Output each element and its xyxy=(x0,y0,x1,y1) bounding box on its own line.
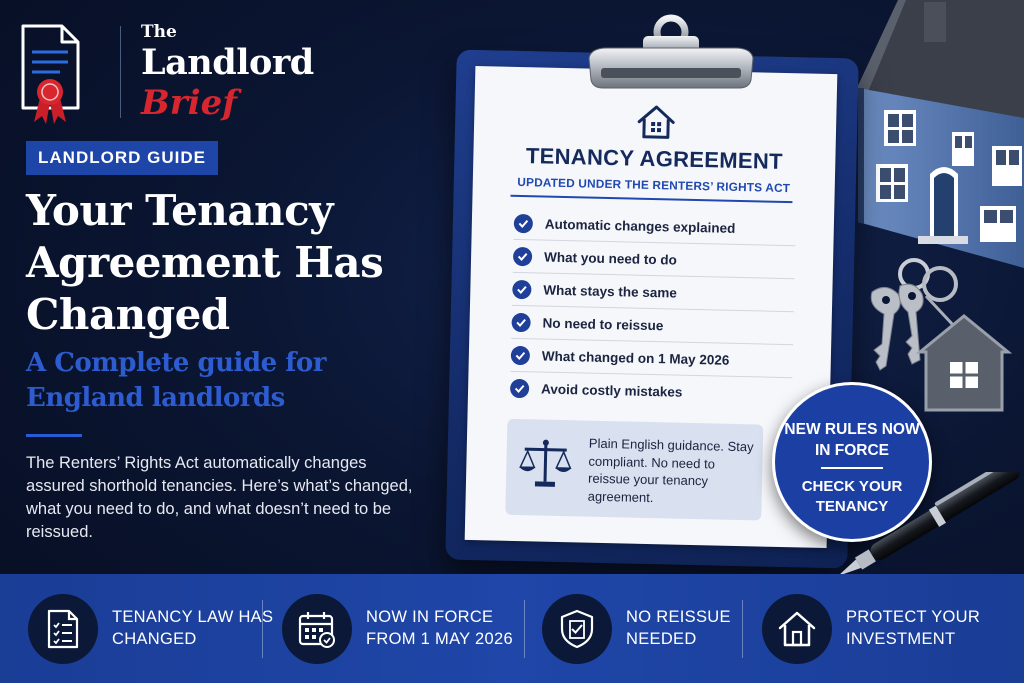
house-model-image xyxy=(846,0,1024,268)
accent-divider xyxy=(26,434,82,437)
body-text: The Renters’ Rights Act automatically changes assured shorthold tenancies. Here’s what’s changed, what you need to do, and what doesn’t need to be reissued. xyxy=(26,454,413,541)
check-circle-icon xyxy=(510,379,529,398)
feature-label: TENANCY LAW HAS CHANGED xyxy=(112,608,274,648)
checklist-item xyxy=(510,372,793,411)
brand-the: The xyxy=(141,22,177,42)
feature-divider xyxy=(262,600,263,658)
document-subtitle: UPDATED UNDER THE RENTERS’ RIGHTS ACT xyxy=(517,174,791,196)
checklist-item-label: No need to reissue xyxy=(542,315,664,333)
guide-badge: LANDLORD GUIDE xyxy=(26,141,218,175)
feature-divider xyxy=(742,600,743,658)
checklist xyxy=(510,207,796,411)
pen-image xyxy=(828,472,1024,586)
check-circle-icon xyxy=(514,213,533,232)
house-icon xyxy=(762,594,832,664)
document-title: TENANCY AGREEMENT xyxy=(525,143,784,174)
brand-divider xyxy=(120,26,121,118)
calendar-check-icon xyxy=(282,594,352,664)
feature-label: NOW IN FORCE FROM 1 MAY 2026 xyxy=(366,608,513,648)
check-circle-icon xyxy=(512,279,531,298)
feature-label: PROTECT YOUR INVESTMENT xyxy=(846,608,981,648)
guidance-note-text: Plain English guidance. Stay compliant. No need to reissue your tenancy agreement. xyxy=(587,435,754,505)
certificate-document-icon xyxy=(20,22,82,124)
brand-logo xyxy=(20,20,314,130)
checklist-item-label: What stays the same xyxy=(543,282,678,301)
house-outline-icon xyxy=(636,104,677,141)
scales-of-justice-icon xyxy=(518,437,573,490)
seal-bottom-text: CHECK YOUR TENANCY xyxy=(801,478,903,515)
checklist-item-label: What changed on 1 May 2026 xyxy=(541,348,730,368)
checklist-item-label: Automatic changes explained xyxy=(544,216,736,236)
feature-label: NO REISSUE NEEDED xyxy=(626,608,731,648)
brand-landlord: Landlord xyxy=(141,42,314,83)
brand-brief: Brief xyxy=(141,83,237,123)
subheadline: A Complete guide for England landlords xyxy=(26,348,326,413)
seal-top-text: NEW RULES NOW IN FORCE xyxy=(784,421,920,459)
checklist-item-label: Avoid costly mistakes xyxy=(540,381,683,400)
clipboard-clip xyxy=(583,14,758,94)
check-circle-icon xyxy=(511,312,530,331)
feature-divider xyxy=(524,600,525,658)
document-rule xyxy=(510,195,792,203)
shield-check-icon xyxy=(542,594,612,664)
check-circle-icon xyxy=(513,246,532,265)
guidance-note xyxy=(505,419,763,521)
check-circle-icon xyxy=(511,345,530,364)
headline: Your Tenancy Agreement Has Changed xyxy=(26,186,384,339)
features-bar xyxy=(0,574,1024,683)
seal-divider xyxy=(821,467,883,469)
checklist-document-icon xyxy=(28,594,98,664)
checklist-item-label: What you need to do xyxy=(543,249,678,268)
